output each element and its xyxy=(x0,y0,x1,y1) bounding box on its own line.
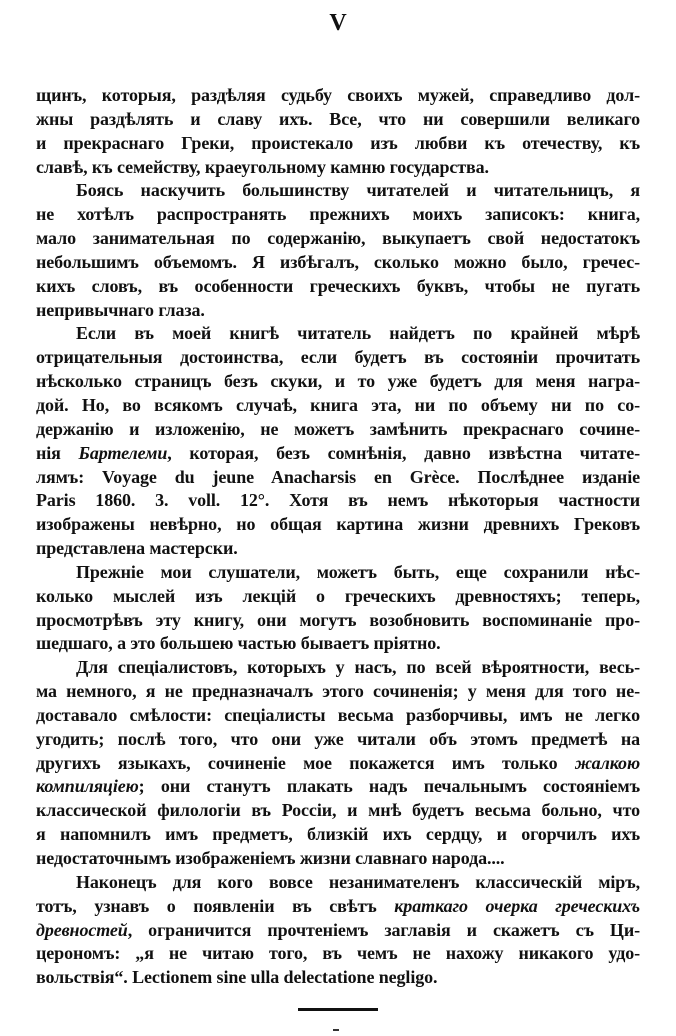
text-segment: просмотрѣвъ эту книгу, они могутъ возобновить воспоминаніе про- xyxy=(36,609,640,630)
text-segment: доставало смѣлости: спеціалисты весьма разборчивы, имъ не легко xyxy=(36,704,640,725)
text-line xyxy=(36,370,640,394)
text-line xyxy=(36,561,640,585)
text-segment: не хотѣлъ распространять прежнихъ моихъ записокъ: книга, xyxy=(36,204,640,225)
text-line xyxy=(36,585,640,609)
text-line xyxy=(36,823,640,847)
italic-text: жалкою xyxy=(574,752,640,773)
paragraph xyxy=(36,656,640,871)
text-line xyxy=(36,251,640,275)
text-line xyxy=(36,322,640,346)
text-segment: шедшаго, а это большею частью бываетъ пріятно. xyxy=(36,633,441,654)
text-segment: Боясь наскучить большинству читателей и читательницъ, я xyxy=(76,180,640,201)
text-line xyxy=(36,418,640,442)
text-segment: Прежніе мои слушатели, можетъ быть, еще сохранили нѣс- xyxy=(76,561,640,582)
text-segment: Если въ моей книгѣ читатель найдетъ по крайней мѣрѣ xyxy=(76,323,640,344)
text-segment: Paris 1860. 3. voll. 12°. Хотя въ немъ нѣкоторыя частности xyxy=(36,490,640,511)
paragraph xyxy=(36,871,640,990)
text-segment: нія xyxy=(36,442,79,463)
text-segment: я напомнилъ имъ предметъ, близкій ихъ сердцу, и огорчилъ ихъ xyxy=(36,824,640,845)
text-segment: и прекраснаго Греки, проистекало изъ любви къ отечеству, къ xyxy=(36,132,640,153)
text-line xyxy=(36,179,640,203)
text-line xyxy=(36,108,640,132)
text-segment: Для спеціалистовъ, которыхъ у насъ, по всей вѣроятности, весь- xyxy=(76,657,640,678)
text-line xyxy=(36,871,640,895)
text-segment: ; они станутъ плакать надъ печальнымъ состояніемъ xyxy=(138,776,640,797)
text-segment: непривычнаго глаза. xyxy=(36,299,205,320)
text-line xyxy=(36,942,640,966)
text-segment: ма немного, я не предназначалъ этого сочиненія; у меня для того не- xyxy=(36,681,640,702)
text-segment: щинъ, которыя, раздѣляя судьбу своихъ мужей, справедливо дол- xyxy=(36,85,640,105)
text-segment: вольствія“. Lectionem sine ulla delectatione negligo. xyxy=(36,967,438,988)
text-segment: славѣ, къ семейству, краеугольному камню государства. xyxy=(36,156,489,177)
text-segment: колько мыслей изъ лекцій о греческихъ древностяхъ; теперь, xyxy=(36,585,640,606)
text-line xyxy=(36,442,640,466)
text-line xyxy=(36,227,640,251)
page-number: V xyxy=(329,10,347,36)
italic-text: древностей xyxy=(36,919,128,940)
text-segment: изображены невѣрно, но общая картина жизни древнихъ Грековъ xyxy=(36,514,640,535)
text-line xyxy=(36,394,640,418)
text-segment: церономъ: „я не читаю того, въ чемъ не нахожу никакого удо- xyxy=(36,943,640,964)
end-rule-divider xyxy=(298,1008,378,1011)
text-line xyxy=(36,656,640,680)
paragraph xyxy=(36,84,640,179)
text-line xyxy=(36,346,640,370)
italic-text: краткаго очерка греческихъ xyxy=(394,895,640,916)
text-segment: другихъ языкахъ, сочиненіе мое покажется имъ только xyxy=(36,752,575,773)
text-line xyxy=(36,632,640,656)
text-segment: жны раздѣлять и славу ихъ. Все, что ни совершили великаго xyxy=(36,108,640,129)
text-line xyxy=(36,609,640,633)
text-line xyxy=(36,775,640,799)
paragraph xyxy=(36,322,640,560)
text-line xyxy=(36,84,640,108)
body-text xyxy=(36,84,640,990)
text-segment: дой. Но, во всякомъ случаѣ, книга эта, ни по объему ни по со- xyxy=(36,394,640,415)
text-segment: , ограничится прочтеніемъ заглавія и скажетъ съ Ци- xyxy=(127,919,640,940)
text-line xyxy=(36,704,640,728)
italic-text: Бартелеми xyxy=(78,442,168,463)
text-line xyxy=(36,799,640,823)
text-segment: нѣсколько страницъ безъ скуки, и то уже будетъ для меня награ- xyxy=(36,371,640,392)
text-segment: тотъ, узнавъ о появленіи въ свѣтъ xyxy=(36,895,395,916)
text-line xyxy=(36,752,640,776)
text-segment: Наконецъ для кого вовсе незанимателенъ классическій міръ, xyxy=(76,871,640,892)
text-line xyxy=(36,966,640,990)
text-segment: держанію и изложенію, не можетъ замѣнить прекраснаго сочине- xyxy=(36,418,640,439)
text-line xyxy=(36,895,640,919)
text-segment: небольшимъ объемомъ. Я избѣгалъ, сколько можно было, гречес- xyxy=(36,251,640,272)
text-segment: угодить; послѣ того, что они уже читали объ этомъ предметѣ на xyxy=(36,728,640,749)
text-line xyxy=(36,537,640,561)
paragraph xyxy=(36,561,640,656)
italic-text: компиляціею xyxy=(36,776,139,797)
end-mark xyxy=(333,1029,339,1031)
text-line xyxy=(36,847,640,871)
text-segment: классической филологіи въ Россіи, и мнѣ будетъ весьма больно, что xyxy=(36,800,640,821)
text-segment: недостаточнымъ изображеніемъ жизни славнаго народа.... xyxy=(36,848,505,868)
paragraph xyxy=(36,179,640,322)
text-segment: лямъ: Voyage du jeune Anacharsis en Grèce. Послѣднее изданіе xyxy=(36,466,640,487)
text-line xyxy=(36,132,640,156)
text-line xyxy=(36,728,640,752)
text-line xyxy=(36,299,640,323)
text-segment: представлена мастерски. xyxy=(36,538,238,559)
text-line xyxy=(36,156,640,180)
text-segment: , которая, безъ сомнѣнія, давно извѣстна читате- xyxy=(167,442,640,463)
text-line xyxy=(36,489,640,513)
text-segment: отрицательныя достоинства, если будетъ въ состояніи прочитать xyxy=(36,347,640,368)
text-line xyxy=(36,919,640,943)
text-segment: кихъ словъ, въ особенности греческихъ буквъ, чтобы не пугать xyxy=(36,275,640,296)
text-line xyxy=(36,466,640,490)
text-line xyxy=(36,275,640,299)
text-line xyxy=(36,513,640,537)
text-line xyxy=(36,203,640,227)
text-segment: мало занимательная по содержанію, выкупаетъ свой недостатокъ xyxy=(36,228,640,249)
text-line xyxy=(36,680,640,704)
